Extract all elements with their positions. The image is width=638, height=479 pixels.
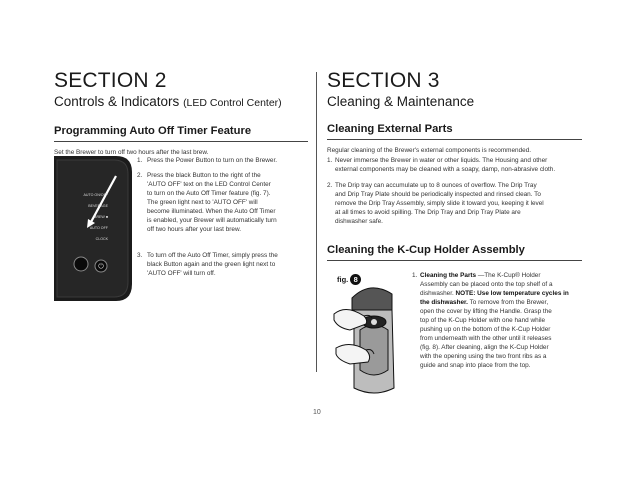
svg-text:⏻: ⏻ xyxy=(98,262,104,271)
item-line-pre: dishwasher. xyxy=(420,290,456,297)
section-2-subtitle xyxy=(54,93,308,112)
item-line: with the opening using the two front ribs as a xyxy=(420,353,547,360)
panel-label: CLOCK xyxy=(95,237,108,241)
item-number: 3. xyxy=(137,252,143,259)
item-line: To turn off the Auto Off Timer, simply press the xyxy=(147,252,278,259)
external-parts-heading: Cleaning External Parts xyxy=(327,122,582,140)
section-2-title: SECTION 2 xyxy=(54,69,167,92)
item-number: 2. xyxy=(137,172,143,179)
subtitle-small: (LED Control Center) xyxy=(183,97,282,109)
item-line: top of the K-Cup Holder with one hand while xyxy=(420,317,546,324)
control-button xyxy=(74,257,88,271)
item-number: 2. xyxy=(327,182,333,189)
panel-label: AUTO OFF xyxy=(89,226,108,230)
item-number: 1. xyxy=(412,272,418,279)
auto-off-heading: Programming Auto Off Timer Feature xyxy=(54,124,308,142)
item-line: Press the Power Button to turn on the Brewer. xyxy=(147,157,278,164)
item-line: external components may be cleaned with a soapy, damp, non-abrasive cloth. xyxy=(335,166,556,173)
external-parts-intro: Regular cleaning of the Brewer's external components is recommended. xyxy=(327,147,532,154)
item-line: and Drip Tray Plate should be periodically inspected and rinsed clean. To xyxy=(335,191,541,198)
right-column xyxy=(327,70,582,155)
item-line: become illuminated. When the Auto Off Timer xyxy=(147,208,276,215)
panel-label: BREW ■ xyxy=(94,215,108,219)
item-line: remove the Drip Tray Assembly, simply slide it toward you, keeping it level xyxy=(335,200,544,207)
item-line: guide and snap into place from the top. xyxy=(420,362,531,369)
left-column xyxy=(54,70,308,157)
item-line: black Button again and the green light next to xyxy=(147,261,276,268)
note-bold: NOTE: Use low temperature cycles in xyxy=(455,290,569,297)
item-number: 1. xyxy=(137,157,143,164)
subtitle-main: Controls & Indicators xyxy=(54,94,184,109)
item-line: dishwasher safe. xyxy=(335,218,383,225)
item-line: Assembly can be placed onto the top shelf of a xyxy=(420,281,553,288)
item-line: off two hours after your last brew. xyxy=(147,226,242,233)
item-line: The Drip tray can accumulate up to 8 ounces of overflow. The Drip Tray xyxy=(335,182,537,189)
item-line: at all times to avoid spilling. The Drip Tray and Drip Tray Plate are xyxy=(335,209,521,216)
item-line: to turn on the Auto Off Timer feature (fig. 7). xyxy=(147,190,271,197)
item-line-rest: To remove from the Brewer, xyxy=(467,299,549,306)
auto-off-intro: Set the Brewer to turn off two hours after the last brew. xyxy=(54,149,209,156)
kcup-holder-heading: Cleaning the K-Cup Holder Assembly xyxy=(327,243,582,261)
item-line: (fig. 8). After cleaning, align the K-Cup Holder xyxy=(420,344,549,351)
panel-labels xyxy=(58,190,108,245)
page-number: 10 xyxy=(313,409,321,416)
item-line: pushing up on the bottom of the K-Cup Holder xyxy=(420,326,551,333)
fig-number-badge: 8 xyxy=(350,274,361,285)
fig-prefix: fig. xyxy=(337,275,349,284)
item-lead-bold: Cleaning the Parts xyxy=(420,272,477,279)
item-line: from underneath with the other until it releases xyxy=(420,335,552,342)
item-line: is enabled, your Brewer will automatically turn xyxy=(147,217,277,224)
item-line: 'AUTO OFF' text on the LED Control Center xyxy=(147,181,271,188)
kcup-holder-illustration xyxy=(330,270,410,400)
panel-label: AUTO ON/OFF xyxy=(83,193,108,197)
item-lead-rest: —The K-Cup® Holder xyxy=(476,272,541,279)
item-number: 1. xyxy=(327,157,333,164)
item-line: Press the black Button to the right of the xyxy=(147,172,261,179)
note-bold-cont: the dishwasher. xyxy=(420,299,468,306)
item-line: 'AUTO OFF' will turn off. xyxy=(147,270,216,277)
panel-label: BEVERAGE xyxy=(88,204,108,208)
item-line: Never immerse the Brewer in water or other liquids. The Housing and other xyxy=(335,157,548,164)
section-3-subtitle: Cleaning & Maintenance xyxy=(327,94,475,109)
kcup-heading-block xyxy=(327,243,582,261)
section-3-title: SECTION 3 xyxy=(327,69,440,92)
column-divider xyxy=(316,72,317,372)
item-line: The green light next to 'AUTO OFF' will xyxy=(147,199,258,206)
item-line: open the cover by lifting the Handle. Grasp the xyxy=(420,308,552,315)
